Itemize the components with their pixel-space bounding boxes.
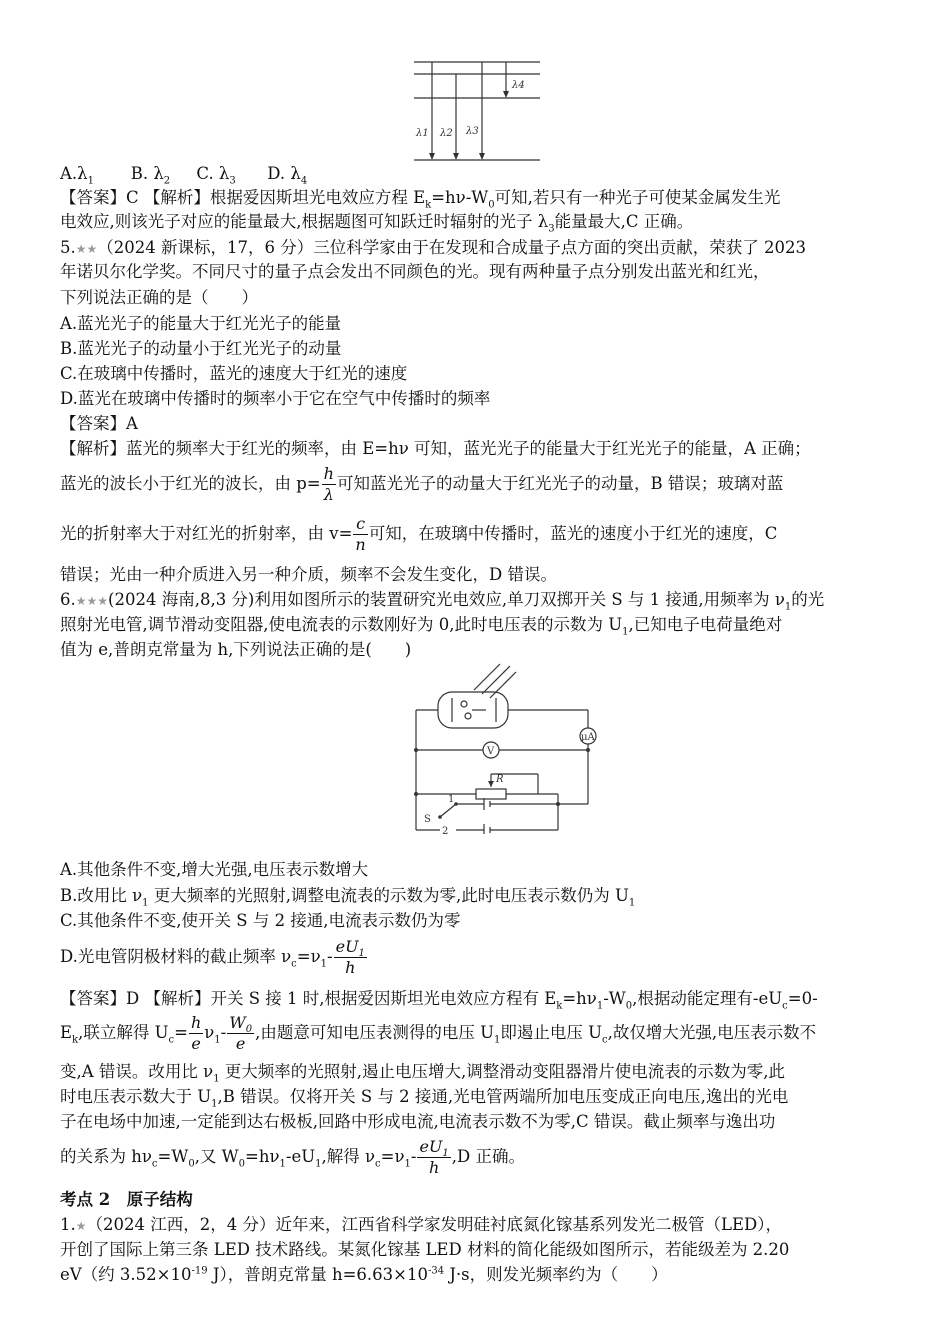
q6-answer-line4: 时电压表示数大于 $U_1,B$ 错误。仅将开关 S 与 2 接通,光电管两端所加电压变成正向电压,逸出的光电 bbox=[60, 1087, 789, 1110]
q5-explanation-line4: 错误；光由一种介质进入另一种介质，频率不会发生变化，D 错误。 bbox=[60, 565, 557, 584]
q5-stem-line1: 5.★★（2024 新课标，17，6 分）三位科学家由于在发现和合成量子点方面的突出贡献，荣获了 2023 bbox=[60, 238, 806, 257]
ammeter-label: μA bbox=[581, 732, 595, 743]
s2-q1-line1: 1.★（2024 江西，2，4 分）近年来，江西省科学家发明硅衬底氮化镓基系列发光二极管（LED）， bbox=[60, 1215, 782, 1234]
q6-option-b: B.改用比 $\nu_1$ 更大频率的光照射,调整电流表的示数为零,此时电压表示数仍为 $U_1$ bbox=[60, 886, 636, 909]
fraction-h-over-e: $\frac{h}{e}$ bbox=[190, 1013, 202, 1053]
q5-explanation-line1: 【解析】蓝光的频率大于红光的频率，由 E=hν 可知，蓝光光子的能量大于红光光子的能量，A 正确； bbox=[60, 439, 811, 458]
q6-answer-line1: 【答案】D 【解析】开关 S 接 1 时,根据爱因斯坦光电效应方程有 $E_k=h\nu_1-W_0$,根据动能定理有$-eU_c=0-$ bbox=[60, 989, 818, 1012]
fraction-h-over-lambda: $\frac{h}{\lambda}$ bbox=[323, 464, 334, 504]
label-lambda2: λ2 bbox=[440, 128, 453, 139]
q6-answer-line5: 子在电场中加速,一定能到达右极板,回路中形成电流,电流表示数不为零,C 错误。截止频率与逸出功 bbox=[60, 1112, 776, 1131]
switch-pos2-label: 2 bbox=[442, 826, 449, 834]
energy-level-figure bbox=[410, 58, 545, 166]
fraction-c-over-n: $\frac{c}{n}$ bbox=[355, 514, 366, 554]
q5-stem-line2: 年诺贝尔化学奖。不同尺寸的量子点会发出不同颜色的光。现有两种量子点分别发出蓝光和红光， bbox=[60, 262, 770, 281]
q4-options: $A.\lambda_1$ B. $\lambda_2$ C. $\lambda_3$ D. $\lambda_4$ bbox=[60, 164, 308, 187]
photoelectric-circuit-figure bbox=[378, 654, 608, 834]
q6-stem-line2: 照射光电管,调节滑动变阻器,使电流表的示数刚好为 0,此时电压表的示数为 $U_1$,已知电子电荷量绝对 bbox=[60, 615, 783, 638]
q6-option-d: D.光电管阴极材料的截止频率 $\nu_c=\nu_1-$ $\frac{eU_1}{h}$ bbox=[60, 937, 365, 977]
fraction-eU1-over-h-answer: $\frac{eU_1}{h}$ bbox=[419, 1137, 449, 1177]
q5-option-b: B.蓝光光子的动量小于红光光子的动量 bbox=[60, 339, 342, 358]
q6-answer-line3: 变,A 错误。改用比 $\nu_1$ 更大频率的光照射,遏止电压增大,调整滑动变阻器滑片使电流表的示数为零,此 bbox=[60, 1062, 786, 1085]
q5-stem-line3: 下列说法正确的是（ ） bbox=[60, 288, 258, 307]
label-lambda1: λ1 bbox=[416, 128, 429, 139]
voltmeter-label: V bbox=[487, 746, 495, 757]
q5-explanation-line2: 蓝光的波长小于红光的波长，由 p= $\frac{h}{\lambda}$ 可知蓝光光子的动量大于红光光子的动量，B 错误；玻璃对蓝 bbox=[60, 464, 784, 504]
q4-answer-line1: 【答案】C 【解析】根据爱因斯坦光电效应方程 $E_k=h\nu-W_0$可知,若只有一种光子可使某金属发生光 bbox=[60, 188, 781, 211]
switch-pos1-label: 1 bbox=[448, 794, 455, 805]
q6-answer-line2: $E_k$,联立解得 $U_c=$ $\frac{h}{e}$ $\nu_1-$ $\frac{W_0}{e}$ ,由题意可知电压表测得的电压 $U_1$即遏止电压 $U_c$,故仅增大光强,电压表示数不 bbox=[60, 1013, 817, 1053]
q5-option-a: A.蓝光光子的能量大于红光光子的能量 bbox=[60, 314, 342, 333]
label-lambda3: λ3 bbox=[466, 126, 479, 137]
fraction-W0-over-e: $\frac{W_0}{e}$ bbox=[229, 1013, 253, 1053]
switch-label: S bbox=[424, 814, 431, 825]
fraction-eU1-over-h: $\frac{eU_1}{h}$ bbox=[335, 937, 365, 977]
q4-answer-line2: 电效应,则该光子对应的能量最大,根据题图可知跃迁时辐射的光子 $\lambda_3$能量最大,C 正确。 bbox=[60, 212, 694, 235]
difficulty-stars: ★★ bbox=[75, 242, 98, 256]
q6-option-c: C.其他条件不变,使开关 S 与 2 接通,电流表示数仍为零 bbox=[60, 911, 461, 930]
s2-q1-line2: 开创了国际上第三条 LED 技术路线。某氮化镓基 LED 材料的简化能级如图所示，若能级差为 2.20 bbox=[60, 1240, 790, 1259]
q6-answer-line6: 的关系为 $h\nu_c=W_0$,又 $W_0=h\nu_1-eU_1$,解得 $\nu_c=\nu_1-$ $\frac{eU_1}{h}$ ,D 正确。 bbox=[60, 1137, 525, 1177]
q5-answer: 【答案】A bbox=[60, 414, 138, 433]
q5-option-c: C.在玻璃中传播时，蓝光的速度大于红光的速度 bbox=[60, 364, 408, 383]
q6-stem-line1: 6.★★★(2024 海南,8,3 分)利用如图所示的装置研究光电效应,单刀双掷开关 S 与 1 接通,用频率为 $\nu_1$的光 bbox=[60, 590, 825, 613]
label-lambda4: λ4 bbox=[512, 80, 525, 91]
difficulty-stars: ★ bbox=[75, 1219, 87, 1233]
q6-stem-line3: 值为 e,普朗克常量为 h,下列说法正确的是( ) bbox=[60, 640, 412, 659]
section-title: 考点 2 原子结构 bbox=[60, 1190, 193, 1209]
rheostat-label: R bbox=[496, 774, 504, 785]
q5-option-d: D.蓝光在玻璃中传播时的频率小于它在空气中传播时的频率 bbox=[60, 389, 491, 408]
difficulty-stars: ★★★ bbox=[75, 594, 109, 608]
q5-explanation-line3: 光的折射率大于对红光的折射率，由 v= $\frac{c}{n}$ 可知，在玻璃中传播时，蓝光的速度小于红光的速度，C bbox=[60, 514, 778, 554]
s2-q1-line3: eV（约 $3.52\times 10^{-19}$ J），普朗克常量 $h=6.63\times 10^{-34}$ J·s，则发光频率约为（ ） bbox=[60, 1265, 668, 1284]
q6-option-a: A.其他条件不变,增大光强,电压表示数增大 bbox=[60, 860, 369, 879]
